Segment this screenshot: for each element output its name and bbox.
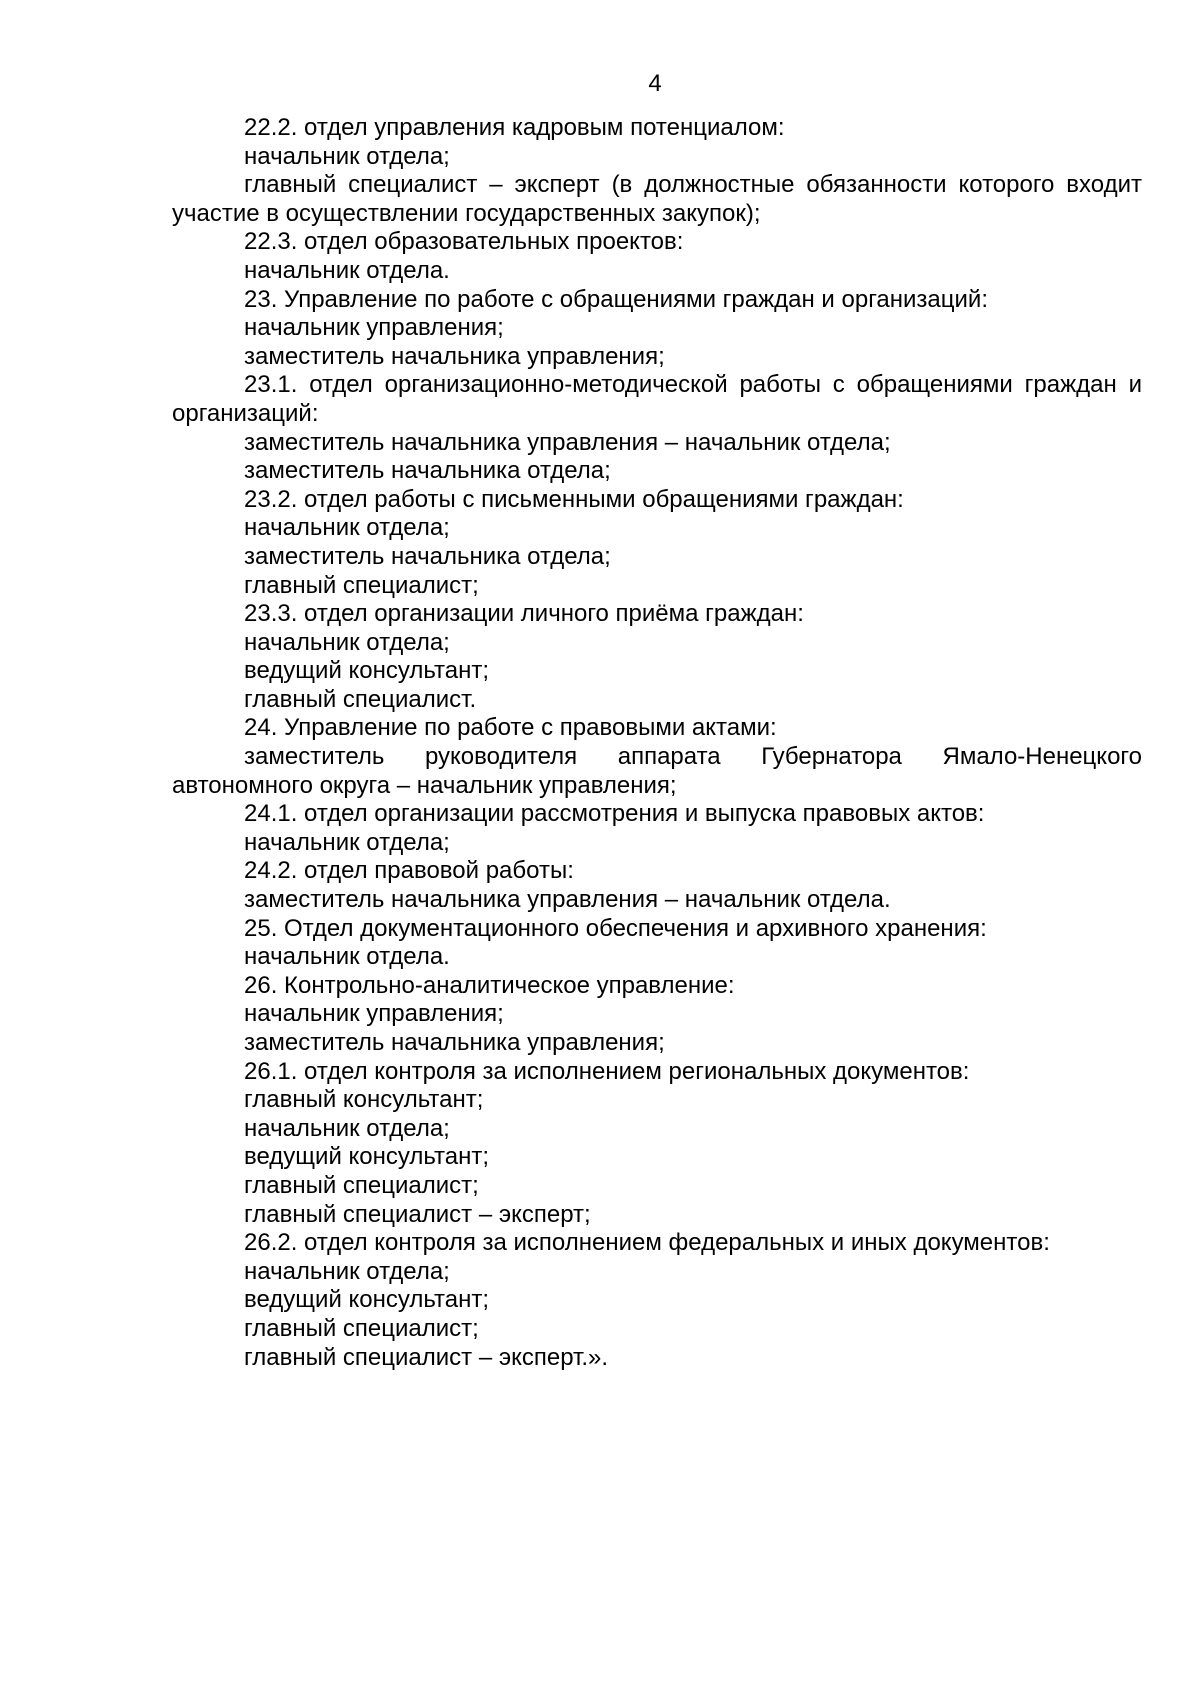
paragraph: начальник отдела; — [244, 1114, 450, 1142]
paragraph: 25. Отдел документационного обеспечения и архивного хранения: — [244, 914, 987, 942]
paragraph: главный консультант; — [244, 1086, 484, 1114]
paragraph: 22.3. отдел образовательных проектов: — [244, 228, 684, 256]
paragraph: заместитель начальника управления – начальник отдела. — [244, 886, 891, 914]
paragraph: главный специалист; — [244, 1314, 479, 1342]
paragraph: 23.3. отдел организации личного приёма граждан: — [244, 600, 804, 628]
paragraph: 26. Контрольно-аналитическое управление: — [244, 971, 735, 999]
paragraph: главный специалист. — [244, 685, 477, 713]
paragraph: заместитель начальника отдела; — [244, 457, 611, 485]
paragraph: 23.1. отдел организационно-методической работы с обращениями граждан и организаций: — [172, 371, 1142, 427]
paragraph: заместитель начальника управления; — [244, 342, 665, 370]
paragraph: главный специалист; — [244, 1171, 479, 1199]
paragraph: 26.2. отдел контроля за исполнением федеральных и иных документов: — [244, 1229, 1050, 1257]
paragraph: заместитель начальника управления; — [244, 1029, 665, 1056]
paragraph: ведущий консультант; — [244, 657, 489, 685]
paragraph: 23.2. отдел работы с письменными обращениями граждан: — [244, 485, 904, 513]
paragraph: 26.1. отдел контроля за исполнением региональных документов: — [244, 1057, 970, 1085]
paragraph: 24.2. отдел правовой работы: — [244, 857, 574, 885]
paragraph: начальник отдела; — [244, 628, 450, 656]
page-number: 4 — [648, 70, 662, 97]
paragraph: ведущий консультант; — [244, 1286, 489, 1314]
paragraph: главный специалист – эксперт.». — [244, 1343, 609, 1371]
paragraph: начальник отдела. — [244, 943, 450, 971]
paragraph: заместитель начальника управления – начальник отдела; — [244, 428, 891, 456]
paragraph: начальник отдела; — [244, 1257, 450, 1285]
paragraph: главный специалист; — [244, 571, 479, 599]
paragraph: заместитель начальника отдела; — [244, 542, 611, 570]
paragraph: ведущий консультант; — [244, 1143, 489, 1171]
document-body — [172, 114, 1142, 1372]
paragraph: начальник отдела. — [244, 256, 450, 284]
paragraph: главный специалист – эксперт (в должностные обязанности которого входит участие в осуществлении государственных закупок); — [172, 171, 1142, 227]
paragraph: 22.2. отдел управления кадровым потенциалом: — [244, 114, 785, 141]
paragraph: 24. Управление по работе с правовыми актами: — [244, 714, 777, 742]
paragraph: главный специалист – эксперт; — [244, 1200, 591, 1228]
paragraph: начальник управления; — [244, 1000, 504, 1028]
paragraph: заместитель руководителя аппарата Губернатора Ямало-Ненецкого автономного округа – начальник управления; — [172, 743, 1142, 799]
paragraph: начальник отдела; — [244, 828, 450, 856]
paragraph: начальник отдела; — [244, 514, 450, 542]
paragraph: начальник отдела; — [244, 142, 450, 170]
paragraph: начальник управления; — [244, 314, 504, 342]
paragraph: 24.1. отдел организации рассмотрения и выпуска правовых актов: — [244, 800, 985, 828]
paragraph: 23. Управление по работе с обращениями граждан и организаций: — [244, 285, 988, 313]
